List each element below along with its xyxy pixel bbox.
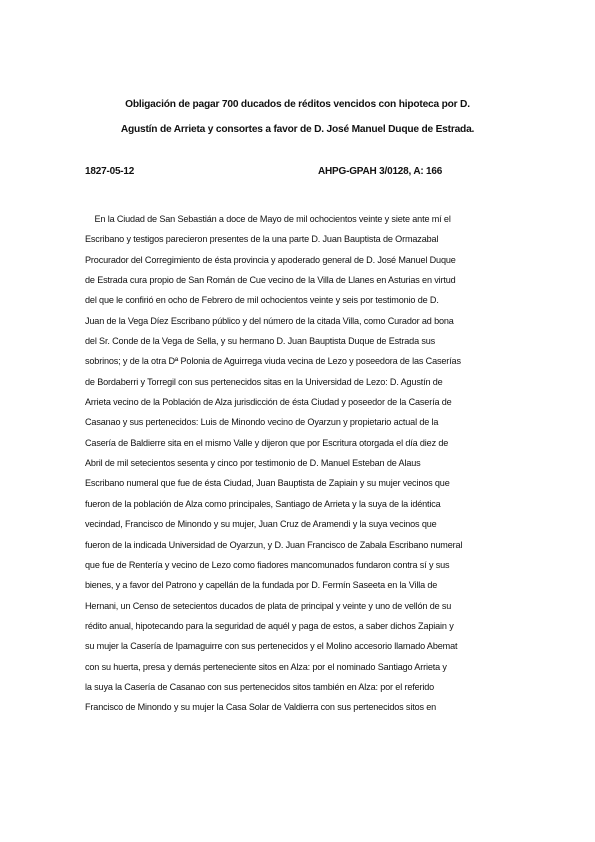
- body-line: rédito anual, hipotecando para la seguridad de aquél y paga de estos, a saber dichos Zapiain y: [85, 620, 454, 631]
- body-line: su mujer la Casería de Ipamaguirre con sus pertenecidos y el Molino accesorio llamado Abemat: [85, 641, 458, 652]
- body-line: la suya la Casería de Casanao con sus pertenecidos sitos también en Alza: por el referido: [85, 681, 435, 692]
- body-line: Juan de la Vega Díez Escribano público y del número de la citada Villa, como Curador ad bona: [85, 315, 454, 326]
- body-line: Casanao y sus pertenecidos: Luis de Minondo vecino de Oyarzun y propietario actual de la: [85, 417, 439, 428]
- archive-reference: AHPG-GPAH 3/0128, A: 166: [318, 166, 443, 177]
- body-line: Francisco de Minondo y su mujer la Casa Solar de Valdierra con sus pertenecidos sitos en: [85, 702, 437, 713]
- title-line: Agustín de Arrieta y consortes a favor de D. José Manuel Duque de Estrada.: [120, 124, 475, 135]
- body-line: Escribano numeral que fue de ésta Ciudad, Juan Bauptista de Zapiain y su mujer vecinos que: [85, 478, 450, 489]
- body-line: del que le confirió en ocho de Febrero de mil ochocientos veinte y seis por testimonio de D.: [85, 295, 439, 306]
- document-title: [84, 92, 511, 142]
- body-line: bienes, y a favor del Patrono y capellán de la fundada por D. Fermín Saseeta en la Villa de: [85, 580, 438, 591]
- document-body: [85, 209, 515, 718]
- body-line: Arrieta vecino de la Población de Alza jurisdicción de ésta Ciudad y poseedor de la Casería de: [85, 397, 452, 408]
- body-line: Abril de mil setecientos sesenta y cinco por testimonio de D. Manuel Esteban de Alaus: [85, 458, 421, 469]
- body-line: de Estrada cura propio de San Román de Cue vecino de la Villa de Llanes en Asturias en virtud: [85, 275, 456, 286]
- body-line: con su huerta, presa y demás perteneciente sitos en Alza: por el nominado Santiago Arrieta y: [85, 661, 447, 672]
- body-line: Escribano y testigos parecieron presentes de la una parte D. Juan Bauptista de Ormazabal: [85, 234, 439, 245]
- body-line: de Bordaberri y Torregil con sus pertenecidos sitas en la Universidad de Lezo: D. Agustín de: [85, 376, 443, 387]
- body-line: sobrinos; y de la otra Dª Polonia de Aguirrega viuda vecina de Lezo y poseedora de las Caserías: [85, 356, 461, 367]
- body-line: En la Ciudad de San Sebastián a doce de Mayo de mil ochocientos veinte y siete ante mí el: [85, 214, 451, 224]
- document-date: 1827-05-12: [85, 166, 135, 177]
- body-line: vecindad, Francisco de Minondo y su mujer, Juan Cruz de Aramendi y la suya vecinos que: [85, 519, 437, 530]
- body-line: Hernani, un Censo de setecientos ducados de plata de principal y veinte y uno de vellón de su: [85, 600, 452, 611]
- title-line: Obligación de pagar 700 ducados de réditos vencidos con hipoteca por D.: [125, 99, 470, 110]
- body-line: fueron de la indicada Universidad de Oyarzun, y D. Juan Francisco de Zabala Escribano numeral: [85, 539, 463, 550]
- body-line: Procurador del Corregimiento de ésta provincia y apoderado general de D. José Manuel Duque: [85, 254, 456, 265]
- body-line: Casería de Baldierre sita en el mismo Valle y dijeron que por Escritura otorgada el día diez de: [85, 437, 449, 448]
- body-line: que fue de Rentería y vecino de Lezo como fiadores mancomunados fundaron contra sí y sus: [85, 559, 450, 570]
- body-line: del Sr. Conde de la Vega de Sella, y su hermano D. Juan Bauptista Duque de Estrada sus: [85, 336, 436, 347]
- body-line: fueron de la población de Alza como principales, Santiago de Arrieta y la suya de la idéntica: [85, 498, 441, 509]
